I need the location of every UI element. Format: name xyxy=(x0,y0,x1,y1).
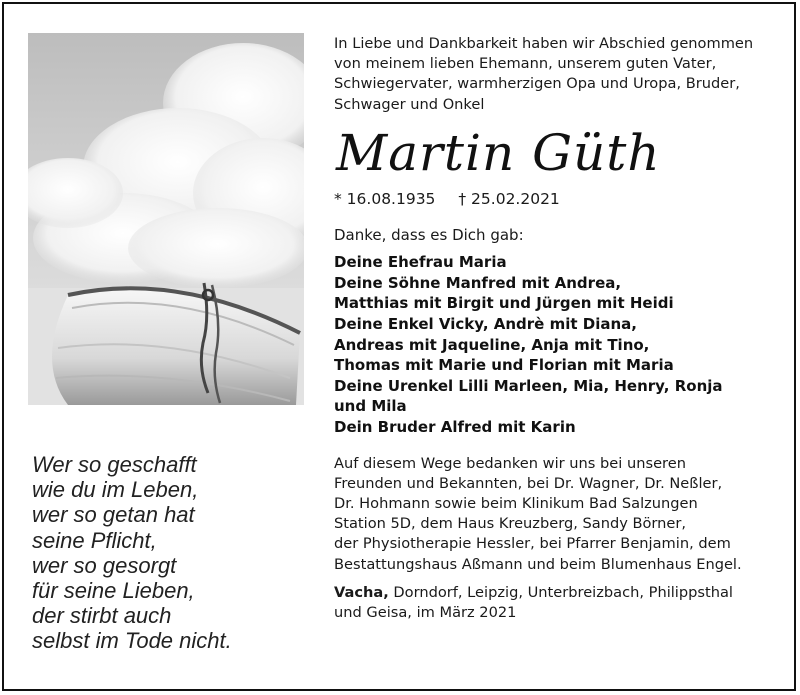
poem-line: der stirbt auch xyxy=(32,603,172,629)
mourner-line: Deine Ehefrau Maria xyxy=(334,253,507,272)
thanks-line: der Physiotherapie Hessler, bei Pfarrer Benjamin, dem xyxy=(334,535,731,553)
intro-line: Schwiegervater, warmherzigen Opa und Uropa, Bruder, xyxy=(334,75,740,93)
boat-clouds-photo xyxy=(28,33,304,405)
death-date: † 25.02.2021 xyxy=(458,189,560,208)
thanks-line: Auf diesem Wege bedanken wir uns bei unseren xyxy=(334,454,686,472)
mourners-list xyxy=(334,252,784,437)
closing-line-1 xyxy=(334,583,784,603)
acknowledgements xyxy=(334,454,784,575)
mourner-line: Thomas mit Marie und Florian mit Maria xyxy=(334,356,674,375)
mourner-line: Andreas mit Jaqueline, Anja mit Tino, xyxy=(334,335,650,354)
intro-line: von meinem lieben Ehemann, unserem guten Vater, xyxy=(334,55,717,73)
poem-line: seine Pflicht, xyxy=(32,527,157,553)
poem-line: selbst im Tode nicht. xyxy=(32,628,232,654)
notice-text-column xyxy=(334,34,784,623)
mourner-line: Deine Söhne Manfred mit Andrea, xyxy=(334,273,622,292)
thanks-line: Freunden und Bekannten, bei Dr. Wagner, Dr. Neßler, xyxy=(334,474,723,492)
poem-line: wie du im Leben, xyxy=(32,477,199,503)
life-dates xyxy=(334,189,784,209)
intro-line: In Liebe und Dankbarkeit haben wir Abschied genommen xyxy=(334,35,754,52)
poem-line: wer so getan hat xyxy=(32,502,195,528)
mourner-line: Matthias mit Birgit und Jürgen mit Heidi xyxy=(334,294,674,313)
birth-date: * 16.08.1935 xyxy=(334,189,436,208)
thanks-line: Bestattungshaus Aßmann und beim Blumenhaus Engel. xyxy=(334,555,742,573)
danke-line: Danke, dass es Dich gab: xyxy=(334,226,524,245)
thanks-line: Dr. Hohmann sowie beim Klinikum Bad Salzungen xyxy=(334,494,698,512)
mourner-line: Dein Bruder Alfred mit Karin xyxy=(334,417,576,436)
closing-places-rest: Dorndorf, Leipzig, Unterbreizbach, Philippsthal xyxy=(388,583,733,601)
mourner-line: und Mila xyxy=(334,397,407,416)
poem-line: wer so gesorgt xyxy=(32,552,177,578)
mourner-line: Deine Enkel Vicky, Andrè mit Diana, xyxy=(334,315,637,333)
closing-place: Vacha, xyxy=(334,583,389,601)
closing-place-date xyxy=(334,583,784,623)
mourner-line: Deine Urenkel Lilli Marleen, Mia, Henry, Ronja xyxy=(334,376,723,395)
poem-line: für seine Lieben, xyxy=(32,578,195,604)
poem-line: Wer so geschafft xyxy=(32,452,197,477)
deceased-name: Martin Güth xyxy=(336,123,661,182)
thanks-line: Station 5D, dem Haus Kreuzberg, Sandy Börner, xyxy=(334,515,687,533)
memorial-poem xyxy=(32,452,302,654)
intro-line: Schwager und Onkel xyxy=(334,95,485,113)
closing-line-2: und Geisa, im März 2021 xyxy=(334,603,517,621)
intro-text xyxy=(334,34,784,115)
